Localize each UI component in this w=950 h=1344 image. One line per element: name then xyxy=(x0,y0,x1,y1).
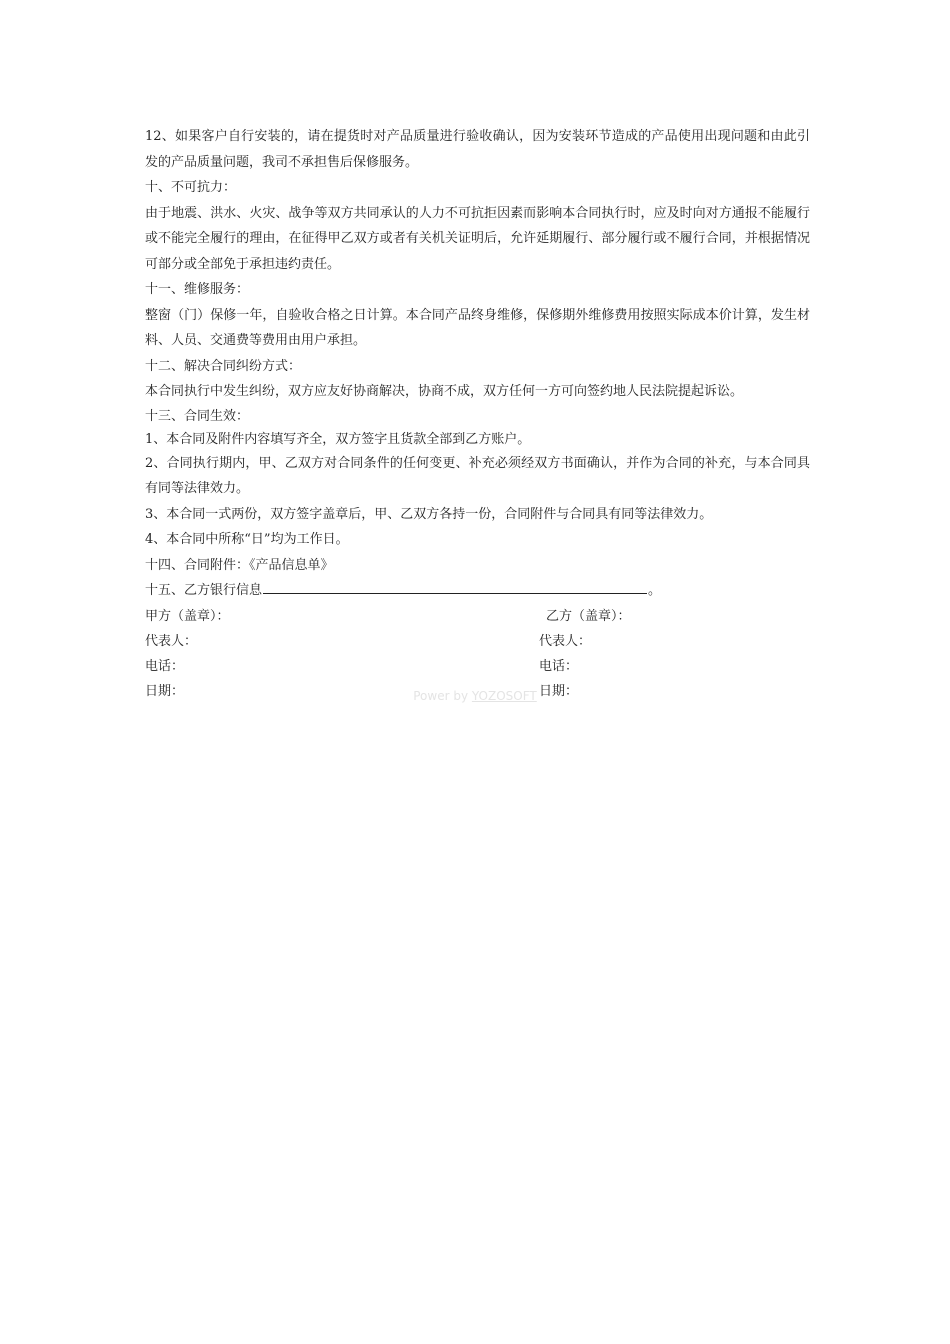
signature-row-representative xyxy=(145,629,810,654)
party-a-seal: 甲方（盖章）： xyxy=(145,608,230,624)
signature-row-phone xyxy=(145,654,810,679)
party-b-representative: 代表人： xyxy=(539,633,592,649)
clause-12-installation: 12、如果客户自行安装的，请在提货时对产品质量进行验收确认，因为安装环节造成的产品使用出现问题和由此引发的产品质量问题，我司不承担售后保修服务。 xyxy=(145,129,810,170)
section-12-disputes: 本合同执行中发生纠纷，双方应友好协商解决，协商不成，双方任何一方可向签约地人民法院提起诉讼。 xyxy=(145,384,744,399)
watermark-footer xyxy=(0,689,950,703)
section-13-item-4: 4、本合同中所称“日”均为工作日。 xyxy=(145,532,349,547)
section-11-maintenance: 整窗（门）保修一年，自验收合格之日计算。本合同产品终身维修，保修期外维修费用按照实际成本价计算，发生材料、人员、交通费等费用由用户承担。 xyxy=(145,307,810,348)
bank-info-end: 。 xyxy=(648,583,662,598)
signature-row-seal xyxy=(145,604,810,629)
party-b-seal: 乙方（盖章）： xyxy=(546,608,631,624)
section-13-item-1: 1、本合同及附件内容填写齐全，双方签字且货款全部到乙方账户。 xyxy=(145,431,531,447)
party-a-representative: 代表人： xyxy=(145,633,198,649)
party-b-date: 日期： xyxy=(539,683,579,699)
bank-info-label: 十五、乙方银行信息 xyxy=(145,583,263,598)
watermark-prefix: Power by xyxy=(413,689,472,703)
bank-info-blank-line xyxy=(263,580,647,594)
section-14-attachment: 十四、合同附件：《产品信息单》 xyxy=(145,557,334,573)
section-11-heading: 十一、维修服务： xyxy=(145,282,250,297)
section-13-item-2: 2、合同执行期内，甲、乙双方对合同条件的任何变更、补充必须经双方书面确认，并作为合同的补充，与本合同具有同等法律效力。 xyxy=(145,455,810,496)
yozosoft-link[interactable]: YOZOSOFT xyxy=(471,689,537,703)
section-10-force-majeure: 由于地震、洪水、火灾、战争等双方共同承认的人力不可抗拒因素而影响本合同执行时，应及时向对方通报不能履行或不能完全履行的理由，在征得甲乙双方或者有关机关证明后，允许延期履行、部分履行或不履行合同，并根据情况可部分或全部免于承担违约责任。 xyxy=(145,205,810,272)
section-13-heading: 十三、合同生效： xyxy=(145,408,250,424)
contract-page xyxy=(145,124,810,704)
party-a-phone: 电话： xyxy=(145,658,185,674)
party-a-date: 日期： xyxy=(145,683,185,699)
party-b-phone: 电话： xyxy=(539,658,579,674)
section-15-bank-info xyxy=(145,578,810,604)
section-13-item-3: 3、本合同一式两份，双方签字盖章后，甲、乙双方各持一份，合同附件与合同具有同等法律效力。 xyxy=(145,506,713,522)
section-12-heading: 十二、解决合同纠纷方式： xyxy=(145,358,302,374)
section-10-heading: 十、不可抗力： xyxy=(145,180,237,195)
